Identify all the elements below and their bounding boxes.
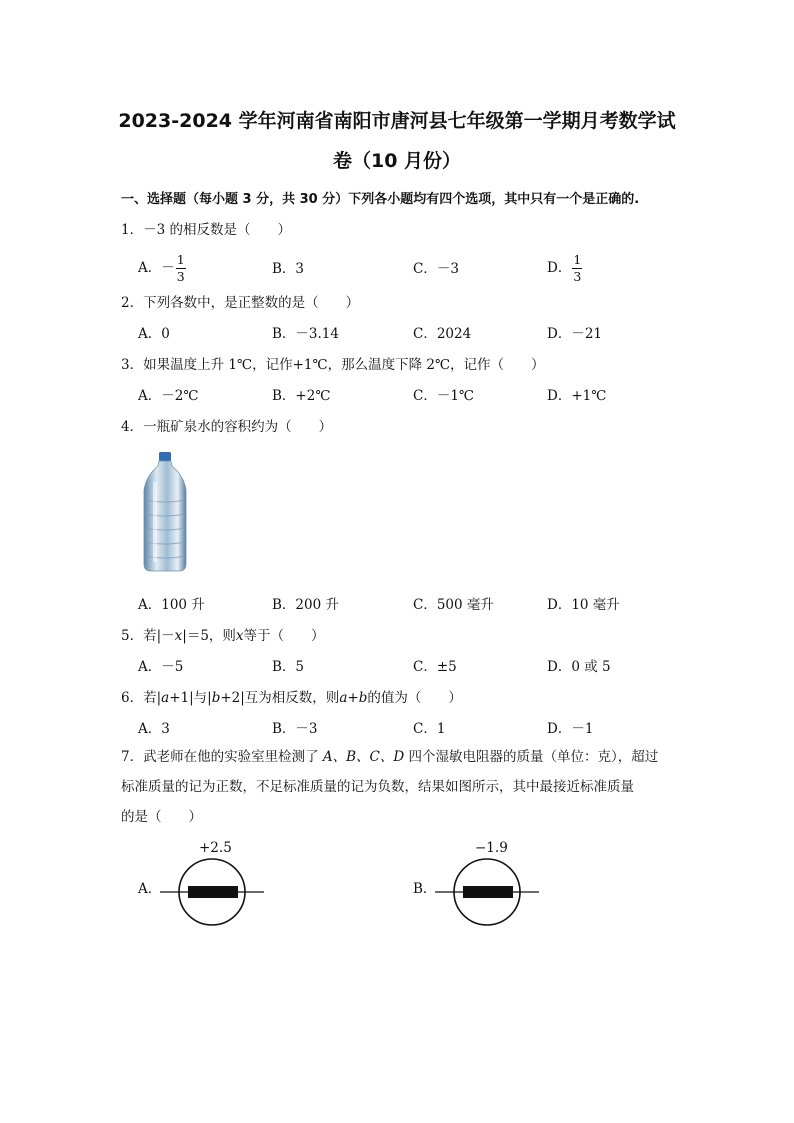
question-4-stem: 4．一瓶矿泉水的容积约为（ ） <box>121 419 333 435</box>
stem-text: 7．武老师在他的实验室里检测了 <box>121 749 319 765</box>
resistor-b-value: −1.9 <box>475 840 508 856</box>
question-4-option-a: A．100 升 <box>138 597 205 613</box>
exam-title-line-2: 卷（10 月份） <box>332 150 462 172</box>
question-7-option-a-label: A． <box>138 881 162 897</box>
question-4-option-d: D．10 毫升 <box>547 597 620 613</box>
question-5-option-a: A．－5 <box>138 659 184 675</box>
question-1-option-b: B．3 <box>272 261 305 277</box>
question-2-option-d: D．－21 <box>547 326 603 342</box>
resistor-a-value: +2.5 <box>199 840 232 856</box>
question-5-option-d: D．0 或 5 <box>547 659 611 675</box>
question-7-option-b-label: B． <box>413 881 437 897</box>
question-7-stem <box>121 742 681 832</box>
question-3-option-a: A．－2℃ <box>138 388 199 404</box>
question-2-option-c: C．2024 <box>413 326 472 342</box>
exam-title-line-1: 2023-2024 学年河南省南阳市唐河县七年级第一学期月考数学试 <box>118 110 676 132</box>
question-5-stem <box>121 624 325 644</box>
question-2-option-b: B．－3.14 <box>272 326 339 342</box>
question-6-option-b: B．－3 <box>272 721 318 737</box>
stem-text: + <box>347 690 359 706</box>
option-a-prefix: A．－ <box>138 260 175 276</box>
question-6-option-c: C．1 <box>413 721 446 737</box>
fraction <box>572 254 582 283</box>
resistor-letters: A、B、C、D <box>322 749 405 765</box>
stem-text: |＝5，则 <box>182 628 236 644</box>
question-3-option-d: D．+1℃ <box>547 388 607 404</box>
variable-a: a <box>161 690 170 706</box>
section-heading: 一、选择题（每小题 3 分，共 30 分）下列各小题均有四个选项，其中只有一个是正确的. <box>121 192 640 207</box>
question-4-option-b: B．200 升 <box>272 597 339 613</box>
question-2-option-a: A．0 <box>138 326 170 342</box>
stem-text: 5．若|－ <box>121 628 175 644</box>
fraction-numerator: 1 <box>573 252 582 267</box>
question-1-option-d <box>547 254 582 283</box>
resistor-b-diagram <box>435 858 539 930</box>
question-6-option-d: D．－1 <box>547 721 594 737</box>
stem-text: 四个湿敏电阻器的质量（单位：克），超过 <box>408 749 659 765</box>
question-3-option-b: B．+2℃ <box>272 388 331 404</box>
question-3-stem: 3．如果温度上升 1℃，记作+1℃，那么温度下降 2℃，记作（ ） <box>121 357 545 373</box>
fraction-denominator: 3 <box>176 268 185 284</box>
water-bottle-image <box>138 452 192 572</box>
stem-text: 等于（ ） <box>243 628 325 644</box>
question-7-line-3: 的是（ ） <box>121 809 202 825</box>
question-3-option-c: C．－1℃ <box>413 388 475 404</box>
stem-text: 6．若| <box>121 690 162 706</box>
option-d-prefix: D． <box>547 260 572 276</box>
fraction-denominator: 3 <box>573 268 582 284</box>
question-5-option-c: C．±5 <box>413 659 457 675</box>
question-4-option-c: C．500 毫升 <box>413 597 494 613</box>
variable-x: x <box>235 628 244 644</box>
variable-a: a <box>339 690 348 706</box>
fraction <box>176 254 186 283</box>
question-1-stem: 1．－3 的相反数是（ ） <box>121 222 291 238</box>
question-7-line-1 <box>121 742 681 772</box>
stem-text: 的值为（ ） <box>367 690 462 706</box>
variable-b: b <box>358 690 368 706</box>
question-2-stem: 2．下列各数中，是正整数的是（ ） <box>121 295 360 311</box>
stem-text: +2|互为相反数，则 <box>220 690 340 706</box>
question-5-option-b: B．5 <box>272 659 305 675</box>
stem-text: +1|与| <box>169 690 212 706</box>
question-6-option-a: A．3 <box>138 721 170 737</box>
fraction-numerator: 1 <box>176 252 185 267</box>
question-1-option-a <box>138 254 186 283</box>
variable-b: b <box>211 690 221 706</box>
resistor-a-diagram <box>160 858 264 930</box>
question-6-stem <box>121 686 462 706</box>
question-1-option-c: C．－3 <box>413 261 459 277</box>
question-7-line-2: 标准质量的记为正数，不足标准质量的记为负数，结果如图所示，其中最接近标准质量 <box>121 779 634 795</box>
variable-x: x <box>174 628 183 644</box>
